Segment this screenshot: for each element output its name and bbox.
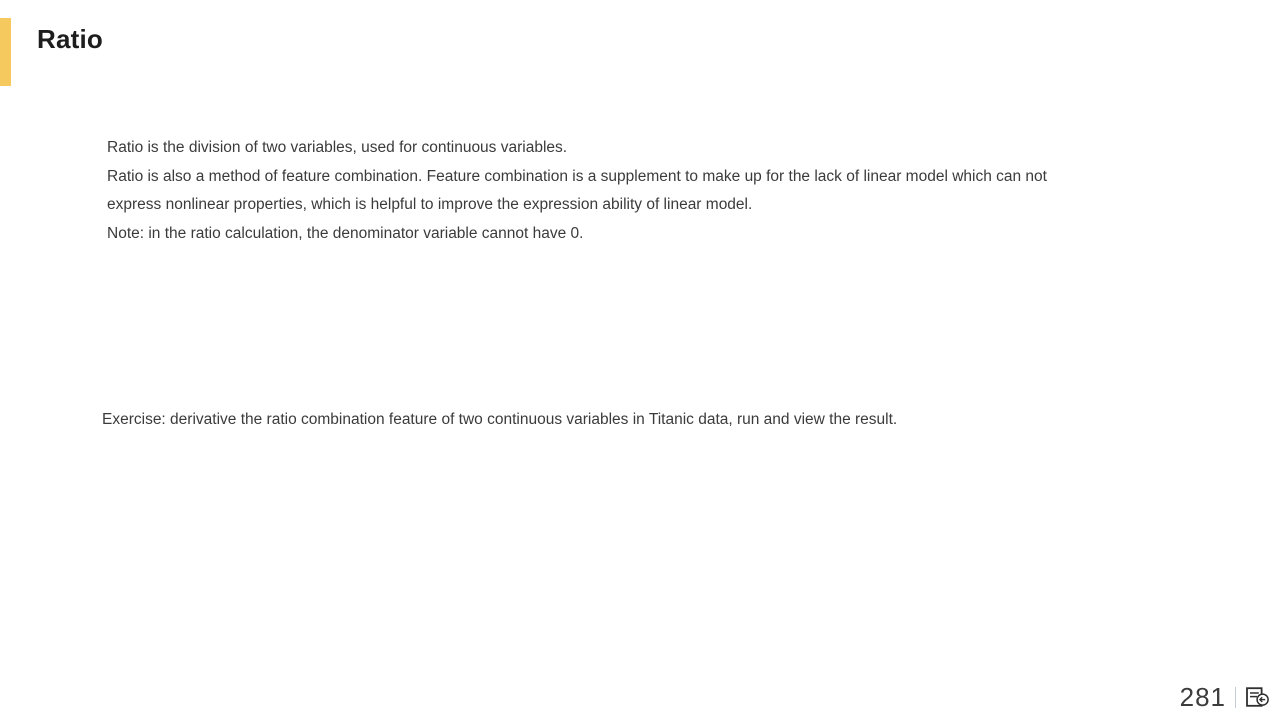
exercise-text: Exercise: derivative the ratio combination feature of two continuous variables in Titanic data, run and view the result. [102, 411, 898, 428]
document-return-icon[interactable] [1245, 685, 1270, 709]
page-title: Ratio [37, 24, 103, 54]
body-line: Ratio is also a method of feature combination. Feature combination is a supplement to make up for the lack of linear model which can not [107, 167, 1047, 185]
footer [1180, 684, 1270, 710]
body-line: express nonlinear properties, which is helpful to improve the expression ability of linear model. [107, 196, 753, 214]
page-number: 281 [1179, 682, 1226, 712]
footer-divider [1235, 687, 1236, 708]
body-paragraph [107, 134, 1227, 249]
body-line: Note: in the ratio calculation, the denominator variable cannot have 0. [107, 225, 584, 243]
body-line: Ratio is the division of two variables, used for continuous variables. [107, 139, 568, 156]
title-accent-bar [0, 18, 11, 86]
